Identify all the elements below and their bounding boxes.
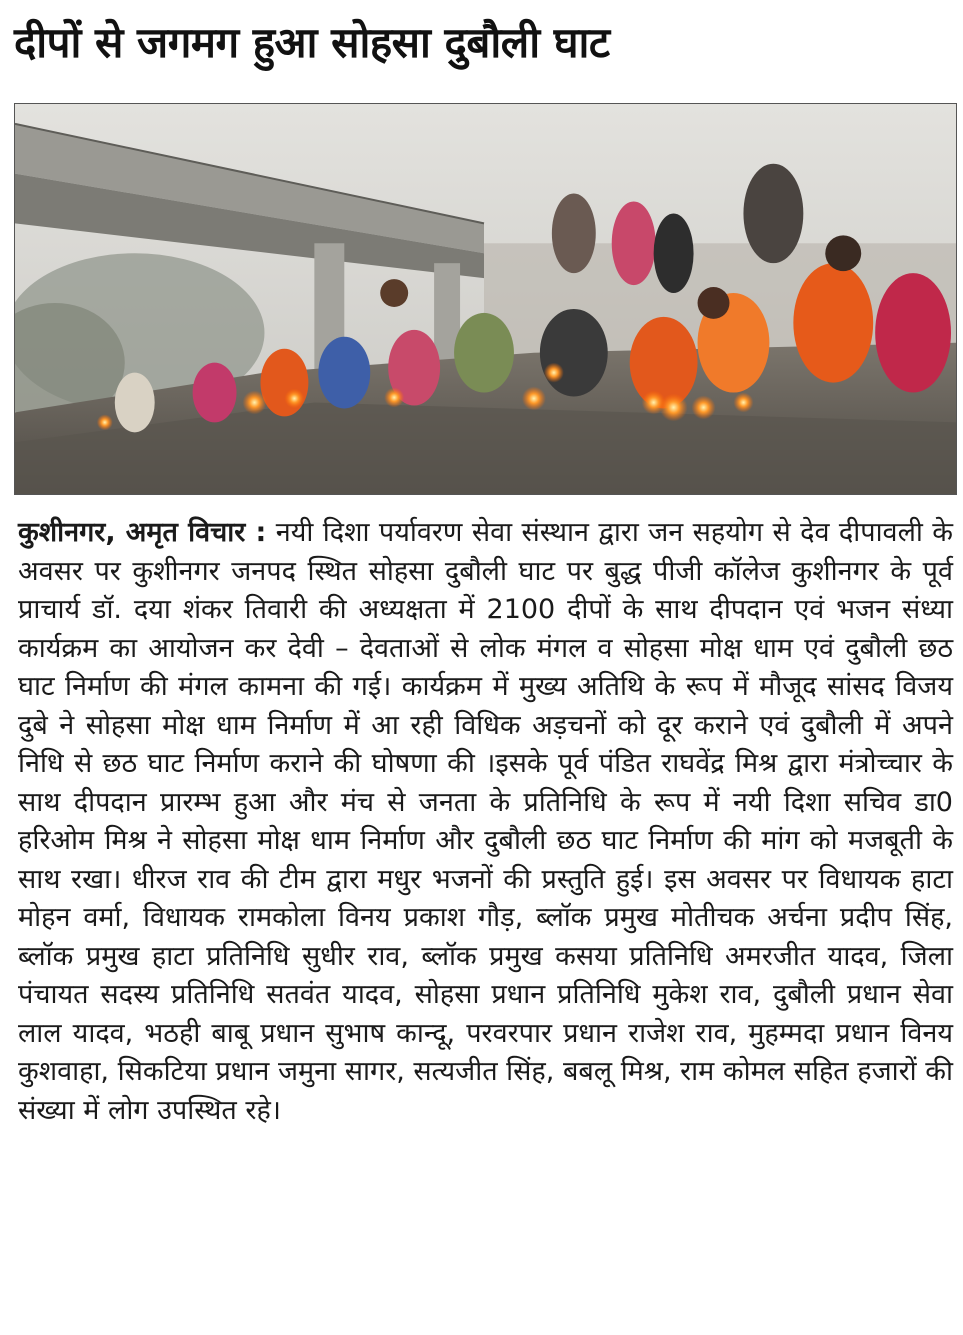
news-photo bbox=[14, 103, 957, 495]
dateline: कुशीनगर, अमृत विचार : bbox=[18, 517, 267, 548]
headline: दीपों से जगमग हुआ सोहसा दुबौली घाट bbox=[14, 18, 610, 67]
article-body bbox=[18, 514, 953, 1130]
article-text: नयी दिशा पर्यावरण सेवा संस्थान द्वारा जन सहयोग से देव दीपावली के अवसर पर कुशीनगर जनपद स्थित सोहसा दुबौली घाट पर बुद्ध पीजी कॉलेज कुशीनगर के पूर्व प्राचार्य डॉ. दया शंकर तिवारी की अध्यक्षता में 2100 दीपों के साथ दीपदान एवं भजन संध्या कार्यक्रम का आयोजन कर देवी – देवताओं से लोक मंगल व सोहसा मोक्ष धाम एवं दुबौली छठ घाट निर्माण की मंगल कामना की गई। कार्यक्रम में मुख्य अतिथि के रूप में मौजूद सांसद विजय दुबे ने सोहसा मोक्ष धाम निर्माण में आ रही विधिक अड़चनों को दूर कराने एवं दुबौली में अपने निधि से छठ घाट निर्माण कराने की घोषणा की ।इसके पूर्व पंडित राघवेंद्र मिश्र द्वारा मंत्रोच्चार के साथ दीपदान प्रारम्भ हुआ और मंच से जनता के प्रतिनिधि के रूप में नयी दिशा सचिव डा0 हरिओम मिश्र ने सोहसा मोक्ष धाम निर्माण और दुबौली छठ घाट निर्माण की मांग को मजबूती के साथ रखा। धीरज राव की टीम द्वारा मधुर भजनों की प्रस्तुति हुई। इस अवसर पर विधायक हाटा मोहन वर्मा, विधायक रामकोला विनय प्रकाश गौड़, ब्लॉक प्रमुख मोतीचक अर्चना प्रदीप सिंह, ब्लॉक प्रमुख हाटा प्रतिनिधि सुधीर राव, ब्लॉक प्रमुख कसया प्रतिनिधि अमरजीत यादव, जिला पंचायत सदस्य प्रतिनिधि सतवंत यादव, सोहसा प्रधान प्रतिनिधि मुकेश राव, दुबौली प्रधान सेवा लाल यादव, भठही बाबू प्रधान सुभाष कान्दू, परवरपार प्रधान राजेश राव, मुहम्मदा प्रधान विनय कुशवाहा, सिकटिया प्रधान जमुना सागर, सत्यजीत सिंह, बबलू मिश्र, राम कोमल सहित हजारों की संख्या में लोग उपस्थित रहे। bbox=[18, 517, 953, 1126]
riverbank-diya-photo-icon bbox=[15, 104, 956, 494]
